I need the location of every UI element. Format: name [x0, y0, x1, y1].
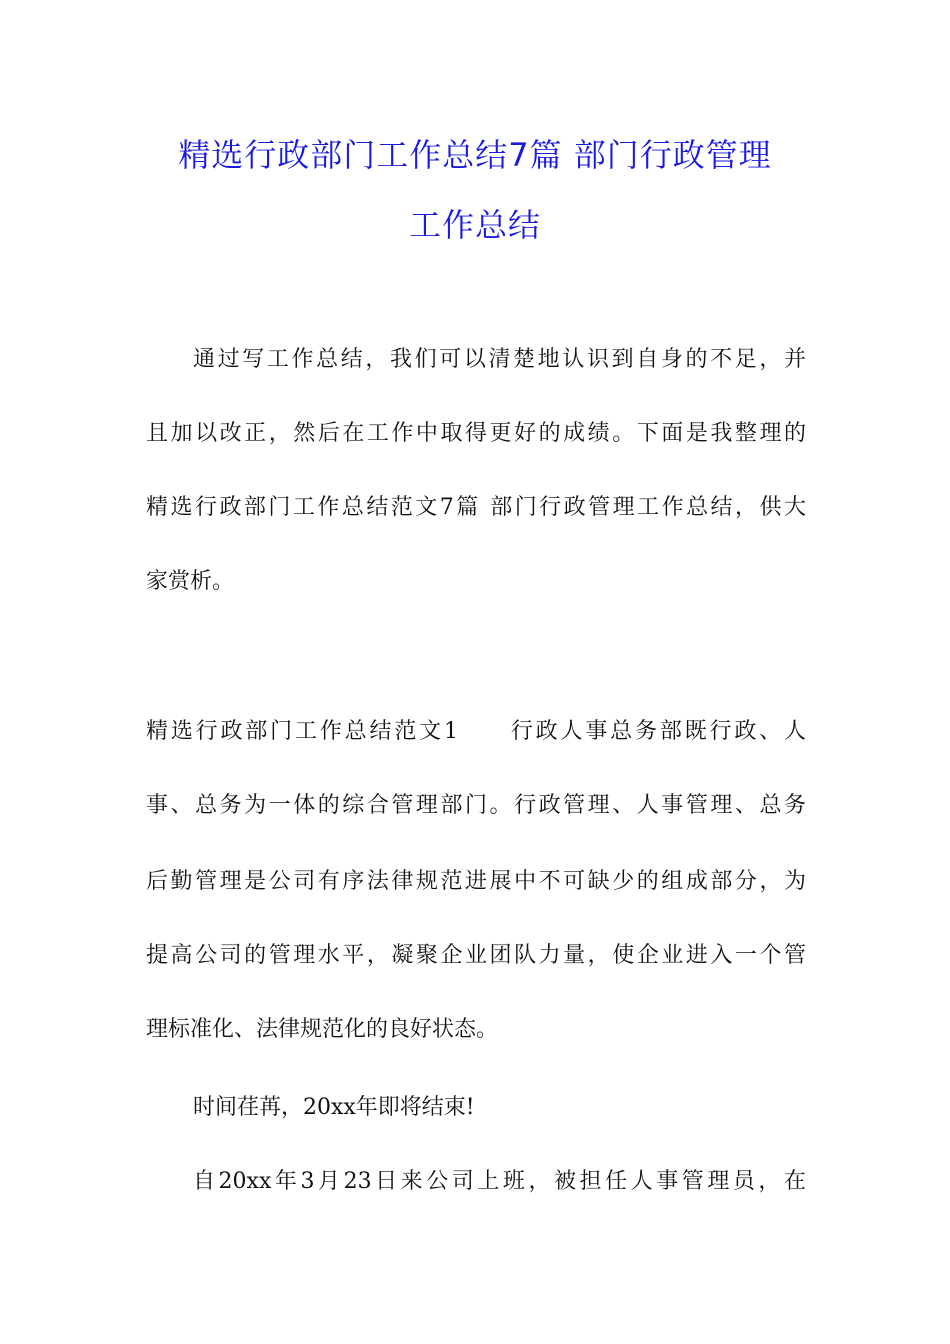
- intro-line-3: 精选行政部门工作总结范文7篇 部门行政管理工作总结，供大: [146, 495, 806, 520]
- section-1-line-2: 事、总务为一体的综合管理部门。行政管理、人事管理、总务: [146, 793, 806, 818]
- section-1-first-line: [146, 716, 806, 748]
- intro-line-2: 且加以改正，然后在工作中取得更好的成绩。下面是我整理的: [146, 421, 806, 446]
- document-title-line-1: 精选行政部门工作总结7篇 部门行政管理: [178, 136, 772, 174]
- document-title-line-2: 工作总结: [408, 206, 541, 244]
- section-1-first-line-text: 行政人事总务部既行政、人: [508, 719, 806, 744]
- section-1-line-3: 后勤管理是公司有序法律规范进展中不可缺少的组成部分，为: [146, 869, 806, 894]
- section-1-line-5: 理标准化、法律规范化的良好状态。: [146, 1017, 499, 1042]
- section-1-line-4: 提高公司的管理水平，凝聚企业团队力量，使企业进入一个管: [146, 943, 806, 968]
- paragraph-3-line-1: 自20xx年3月23日来公司上班，被担任人事管理员，在: [193, 1169, 806, 1194]
- intro-line-4: 家赏析。: [146, 569, 235, 594]
- section-1-heading: 精选行政部门工作总结范文1: [146, 719, 458, 744]
- intro-line-1: 通过写工作总结，我们可以清楚地认识到自身的不足，并: [193, 347, 806, 372]
- paragraph-2: 时间荏苒，20xx年即将结束!: [193, 1095, 475, 1120]
